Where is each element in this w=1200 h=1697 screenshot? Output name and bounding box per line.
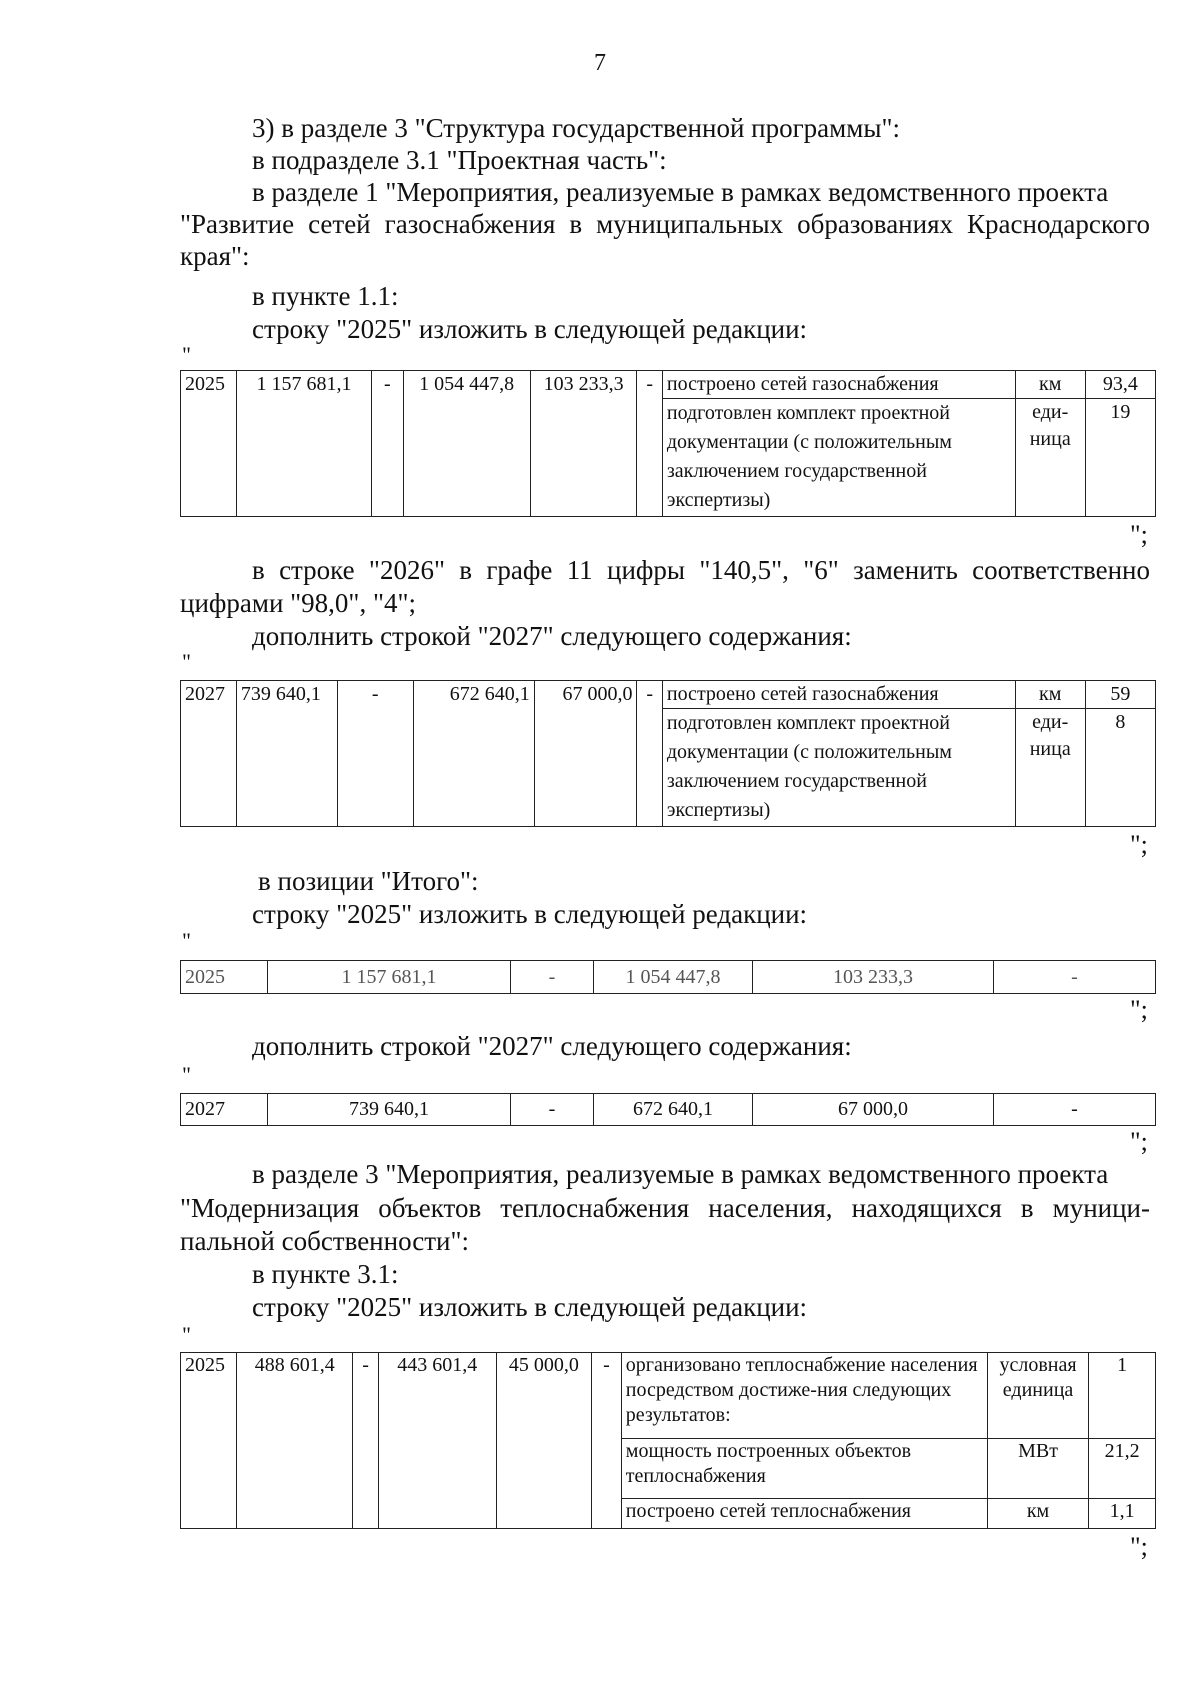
paragraph-item-1-1: в пункте 1.1: — [252, 281, 399, 311]
table-2025-heat — [180, 1352, 1156, 1529]
cell-federal: - — [353, 1353, 379, 1529]
cell-other: - — [592, 1353, 622, 1529]
quote-open: " — [182, 1322, 191, 1347]
cell-regional: 1 054 447,8 — [594, 961, 753, 994]
cell-regional: 672 640,1 — [594, 1094, 753, 1126]
paragraph-section-1-line3: края": — [180, 241, 250, 271]
quote-close: "; — [1130, 995, 1148, 1024]
table-itogo-2025 — [180, 960, 1156, 994]
quote-open: " — [182, 928, 191, 953]
cell-unit-1: км — [1015, 371, 1085, 399]
cell-total: 1 157 681,1 — [268, 961, 511, 994]
page-number: 7 — [594, 50, 606, 76]
cell-value-2: 21,2 — [1089, 1439, 1156, 1499]
paragraph-add-2027: дополнить строкой "2027" следующего содержания: — [252, 621, 852, 651]
paragraph-itogo-add-2027: дополнить строкой "2027" следующего содержания: — [252, 1031, 852, 1061]
paragraph-section-1-line1: в разделе 1 "Мероприятия, реализуемые в рамках ведомственного проекта — [252, 177, 1109, 207]
paragraph-item-3-1: в пункте 3.1: — [252, 1259, 399, 1289]
cell-total: 1 157 681,1 — [236, 371, 371, 517]
cell-federal: - — [337, 681, 413, 827]
paragraph-section-3-heat-line3: пальной собственности": — [180, 1226, 470, 1256]
cell-value-1: 93,4 — [1085, 371, 1155, 399]
cell-result-1: построено сетей газоснабжения — [662, 371, 1015, 399]
cell-federal: - — [372, 371, 404, 517]
paragraph-section-1-line2: "Развитие сетей газоснабжения в муниципальных образованиях Краснодарского — [180, 209, 1150, 239]
quote-close: "; — [1130, 1532, 1148, 1561]
cell-local: 103 233,3 — [753, 961, 994, 994]
cell-local: 103 233,3 — [530, 371, 637, 517]
paragraph-replace-2025-heat: строку "2025" изложить в следующей редакции: — [252, 1292, 808, 1322]
cell-other: - — [637, 371, 662, 517]
cell-regional: 443 601,4 — [378, 1353, 496, 1529]
paragraph-replace-2025: строку "2025" изложить в следующей редакции: — [252, 314, 808, 344]
cell-year: 2027 — [181, 1094, 268, 1126]
cell-unit-2: еди-ница — [1015, 399, 1085, 517]
cell-result-1: организовано теплоснабжение населения посредством достиже-ния следующих результатов: — [621, 1353, 987, 1439]
cell-other: - — [637, 681, 662, 827]
cell-result-2: подготовлен комплект проектной документации (с положительным заключением государственной экспертизы) — [662, 709, 1015, 827]
cell-year: 2025 — [181, 371, 237, 517]
cell-local: 45 000,0 — [496, 1353, 591, 1529]
cell-total: 739 640,1 — [268, 1094, 511, 1126]
cell-regional: 672 640,1 — [413, 681, 534, 827]
paragraph-replace-2026: в строке "2026" в графе 11 цифры "140,5", "6" заменить соответственно — [252, 555, 1150, 585]
cell-regional: 1 054 447,8 — [403, 371, 530, 517]
quote-open: " — [182, 649, 191, 674]
paragraph-subsection-3-1: в подразделе 3.1 "Проектная часть": — [252, 145, 667, 175]
cell-other: - — [994, 961, 1156, 994]
table-2025-gas — [180, 370, 1156, 517]
cell-total: 488 601,4 — [237, 1353, 353, 1529]
paragraph-replace-2026-line2: цифрами "98,0", "4"; — [180, 588, 416, 618]
cell-local: 67 000,0 — [753, 1094, 994, 1126]
cell-year: 2025 — [181, 1353, 237, 1529]
quote-close: "; — [1130, 520, 1148, 549]
cell-other: - — [994, 1094, 1156, 1126]
cell-year: 2027 — [181, 681, 237, 827]
cell-unit-1: км — [1015, 681, 1085, 709]
cell-result-3: построено сетей теплоснабжения — [621, 1499, 987, 1529]
cell-unit-2: еди-ница — [1015, 709, 1085, 827]
quote-close: "; — [1130, 1127, 1148, 1156]
cell-value-2: 19 — [1085, 399, 1155, 517]
quote-open: " — [182, 1062, 191, 1087]
cell-federal: - — [511, 1094, 594, 1126]
cell-result-2: подготовлен комплект проектной документации (с положительным заключением государственной экспертизы) — [662, 399, 1015, 517]
cell-result-2: мощность построенных объектов теплоснабжения — [621, 1439, 987, 1499]
quote-close: "; — [1130, 830, 1148, 859]
cell-unit-2: МВт — [987, 1439, 1088, 1499]
cell-value-2: 8 — [1085, 709, 1155, 827]
cell-value-3: 1,1 — [1089, 1499, 1156, 1529]
paragraph-section-3: 3) в разделе 3 "Структура государственной программы": — [252, 113, 900, 143]
cell-unit-1: условная единица — [987, 1353, 1088, 1439]
cell-local: 67 000,0 — [534, 681, 637, 827]
cell-total: 739 640,1 — [236, 681, 337, 827]
table-2027-gas — [180, 680, 1156, 827]
paragraph-section-3-heat-line1: в разделе 3 "Мероприятия, реализуемые в рамках ведомственного проекта — [252, 1159, 1109, 1189]
table-itogo-2027 — [180, 1093, 1156, 1126]
cell-year: 2025 — [181, 961, 268, 994]
paragraph-itogo-replace-2025: строку "2025" изложить в следующей редакции: — [252, 899, 808, 929]
cell-unit-3: км — [987, 1499, 1088, 1529]
paragraph-section-3-heat-line2: "Модернизация объектов теплоснабжения населения, находящихся в муници- — [180, 1193, 1150, 1223]
paragraph-itogo: в позиции "Итого": — [258, 866, 479, 896]
cell-value-1: 59 — [1085, 681, 1155, 709]
quote-open: " — [182, 342, 191, 367]
cell-federal: - — [511, 961, 594, 994]
cell-result-1: построено сетей газоснабжения — [662, 681, 1015, 709]
cell-value-1: 1 — [1089, 1353, 1156, 1439]
